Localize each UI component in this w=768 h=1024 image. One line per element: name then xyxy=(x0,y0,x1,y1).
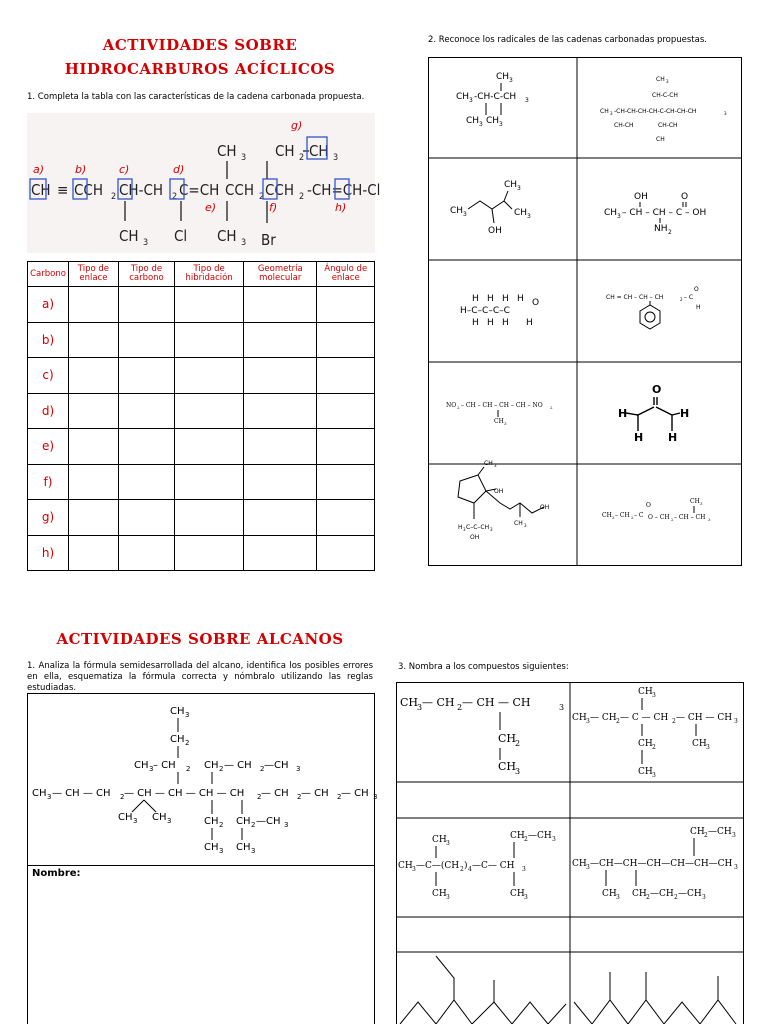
svg-text:3: 3 xyxy=(296,765,301,773)
svg-text:CH: CH xyxy=(450,206,464,216)
svg-text:H: H xyxy=(502,318,509,328)
svg-text:– C: – C xyxy=(634,512,644,519)
svg-text:CH: CH xyxy=(152,812,167,823)
svg-text:3: 3 xyxy=(463,211,467,218)
svg-text:CH = CH – CH – CH: CH = CH – CH – CH xyxy=(606,294,664,301)
svg-text:3: 3 xyxy=(524,523,527,528)
svg-text:3: 3 xyxy=(499,121,503,128)
radicals-grid xyxy=(428,57,742,566)
svg-text:-CH-C-CH: -CH-C-CH xyxy=(474,92,517,102)
svg-text:OH: OH xyxy=(470,534,480,541)
svg-text:3: 3 xyxy=(525,97,529,104)
svg-text:2: 2 xyxy=(457,703,463,712)
svg-text:CH: CH xyxy=(31,181,51,199)
svg-text:CCH: CCH xyxy=(225,181,255,199)
svg-text:3: 3 xyxy=(185,711,190,719)
chain-label-b: b) xyxy=(75,163,87,176)
svg-text:2: 2 xyxy=(646,894,650,901)
svg-text:CCH: CCH xyxy=(265,181,295,199)
svg-text:3: 3 xyxy=(219,847,224,855)
svg-text:3: 3 xyxy=(734,864,738,871)
alkane-formula-drawing xyxy=(28,694,378,864)
svg-text:CH: CH xyxy=(638,739,653,749)
svg-text:CH: CH xyxy=(498,732,517,745)
svg-text:3: 3 xyxy=(373,793,378,801)
svg-text:—CH—CH—CH—CH—CH—CH: —CH—CH—CH—CH—CH—CH xyxy=(590,859,733,869)
svg-text:2: 2 xyxy=(257,793,262,801)
svg-text:3: 3 xyxy=(527,213,531,220)
svg-text:-CH=CH-Cl: -CH=CH-Cl xyxy=(307,181,381,199)
svg-text:OH: OH xyxy=(634,192,648,202)
svg-text:— CH — CH: — CH — CH xyxy=(52,788,111,799)
svg-text:3: 3 xyxy=(617,213,621,220)
svg-text:2: 2 xyxy=(457,405,460,410)
svg-text:3: 3 xyxy=(652,692,656,699)
svg-text:CH: CH xyxy=(217,227,237,245)
svg-text:— CH — CH: — CH — CH xyxy=(676,713,733,723)
svg-text:CH: CH xyxy=(496,72,510,82)
title-hydrocarbons-line2: HIDROCARBUROS ACÍCLICOS xyxy=(64,60,336,78)
svg-text:2: 2 xyxy=(671,517,674,522)
svg-text:O: O xyxy=(652,383,662,396)
svg-text:3: 3 xyxy=(463,527,466,532)
svg-text:CH-CH: CH-CH xyxy=(614,122,634,129)
svg-text:CH: CH xyxy=(604,208,618,218)
svg-text:H: H xyxy=(458,524,463,531)
svg-text:CH: CH xyxy=(398,861,413,871)
svg-text:CH: CH xyxy=(602,512,612,519)
header-tipo-enlace: Tipo de enlace xyxy=(69,262,119,287)
svg-text:CH: CH xyxy=(656,136,665,143)
svg-text:– CH – CH – CH – CH – NO: – CH – CH – CH – CH – NO xyxy=(461,402,543,409)
compounds-grid-drawing xyxy=(396,682,744,1024)
svg-text:2: 2 xyxy=(524,836,528,843)
svg-text:— CH — CH — CH — CH: — CH — CH — CH — CH xyxy=(124,788,245,799)
svg-text:2: 2 xyxy=(550,405,553,410)
svg-text:3: 3 xyxy=(522,866,526,873)
svg-text:): ) xyxy=(464,861,468,871)
svg-text:– CH: – CH xyxy=(153,760,176,771)
svg-text:—CH: —CH xyxy=(708,827,732,837)
svg-text:NH: NH xyxy=(654,224,668,234)
svg-text:3: 3 xyxy=(515,767,521,776)
svg-text:Cl: Cl xyxy=(174,227,188,245)
svg-text:3: 3 xyxy=(333,153,339,163)
svg-text:CH: CH xyxy=(510,889,525,899)
svg-text:OH: OH xyxy=(494,488,504,495)
table-row xyxy=(28,393,375,429)
svg-text:CH: CH xyxy=(504,180,518,190)
svg-text:3: 3 xyxy=(479,121,483,128)
svg-text:CH: CH xyxy=(690,498,700,505)
svg-text:CH: CH xyxy=(275,142,295,160)
svg-text:H: H xyxy=(680,407,690,420)
row-label: g) xyxy=(28,500,69,536)
svg-text:3: 3 xyxy=(469,97,473,104)
svg-text:O: O xyxy=(694,286,699,293)
svg-text:3: 3 xyxy=(708,517,711,522)
svg-text:2: 2 xyxy=(515,739,521,748)
svg-text:2: 2 xyxy=(172,192,178,202)
svg-text:3: 3 xyxy=(616,894,620,901)
svg-text:CH: CH xyxy=(170,734,185,745)
svg-text:3: 3 xyxy=(559,703,565,712)
svg-text:CH: CH xyxy=(602,889,617,899)
svg-text:3: 3 xyxy=(47,793,52,801)
svg-text:2: 2 xyxy=(460,866,464,873)
svg-text:— CH: — CH xyxy=(422,696,455,709)
svg-text:H: H xyxy=(472,294,479,304)
svg-text:3: 3 xyxy=(417,703,423,712)
svg-text:2: 2 xyxy=(260,765,265,773)
svg-text:CH: CH xyxy=(486,116,500,126)
svg-text:2: 2 xyxy=(674,894,678,901)
radicals-grid-lines xyxy=(428,57,742,566)
instruction-alkane: 1. Analiza la fórmula semidesarrollada del alcano, identifica los posibles errores en ella, esquematiza la fórmula correcta y nómbralo utilizando las reglas estudiadas. xyxy=(27,661,373,693)
svg-text:CH: CH xyxy=(236,842,251,853)
svg-text:3: 3 xyxy=(610,111,613,116)
instruction-name-compounds: 3. Nombra a los compuestos siguientes: xyxy=(398,662,569,672)
chain-label-h: h) xyxy=(335,201,347,214)
svg-text:—C—(CH: —C—(CH xyxy=(416,861,460,871)
svg-text:— CH — CH: — CH — CH xyxy=(462,696,531,709)
svg-text:3: 3 xyxy=(734,718,738,725)
row-label: c) xyxy=(28,358,69,394)
svg-text:—CH: —CH xyxy=(264,760,289,771)
svg-text:3: 3 xyxy=(241,153,247,163)
svg-text:CH: CH xyxy=(204,842,219,853)
svg-text:– CH: – CH xyxy=(615,512,630,519)
svg-text:3: 3 xyxy=(490,527,493,532)
svg-text:3: 3 xyxy=(666,79,669,84)
svg-text:2: 2 xyxy=(299,192,305,202)
svg-text:CH: CH xyxy=(656,76,665,83)
svg-text:—CH: —CH xyxy=(678,889,702,899)
svg-text:CH: CH xyxy=(690,827,705,837)
svg-text:C=CH: C=CH xyxy=(179,181,220,199)
table-row xyxy=(28,535,375,571)
svg-text:CH: CH xyxy=(170,706,185,717)
svg-text:CH: CH xyxy=(498,760,517,773)
svg-text:3: 3 xyxy=(612,515,615,520)
svg-text:OH: OH xyxy=(540,504,550,511)
header-tipo-hibridacion: Tipo de hibridación xyxy=(175,262,244,287)
svg-text:CH: CH xyxy=(466,116,480,126)
svg-text:H: H xyxy=(487,318,494,328)
svg-text:3: 3 xyxy=(412,866,416,873)
svg-text:3: 3 xyxy=(700,501,703,506)
svg-text:H: H xyxy=(696,304,701,311)
svg-text:CH: CH xyxy=(484,460,493,467)
svg-text:CH: CH xyxy=(204,760,219,771)
table-row xyxy=(28,429,375,465)
svg-text:– CH – CH – C – OH: – CH – CH – C – OH xyxy=(622,208,707,218)
svg-text:3: 3 xyxy=(446,894,450,901)
svg-text:2: 2 xyxy=(680,297,683,302)
svg-text:-CH-CH-CH-CH-C-CH-CH-CH: -CH-CH-CH-CH-C-CH-CH-CH xyxy=(614,108,697,115)
row-label: e) xyxy=(28,429,69,465)
table-row xyxy=(28,464,375,500)
row-label: a) xyxy=(28,287,69,323)
svg-text:3: 3 xyxy=(167,817,172,825)
svg-text:— CH: — CH xyxy=(301,788,329,799)
svg-text:2: 2 xyxy=(185,739,190,747)
svg-text:CH: CH xyxy=(692,739,707,749)
svg-text:2: 2 xyxy=(219,765,224,773)
svg-text:2: 2 xyxy=(259,192,265,202)
svg-text:2: 2 xyxy=(120,793,125,801)
svg-text:CH: CH xyxy=(600,108,609,115)
svg-text:— CH: — CH xyxy=(224,760,252,771)
svg-text:O: O xyxy=(646,502,651,509)
svg-text:2: 2 xyxy=(299,153,305,163)
svg-text:2: 2 xyxy=(672,718,676,725)
svg-text:O: O xyxy=(681,192,689,202)
svg-text:CCH: CCH xyxy=(74,181,104,199)
svg-text:3: 3 xyxy=(143,238,149,248)
svg-text:H: H xyxy=(526,318,533,328)
instruction-radicals: 2. Reconoce los radicales de las cadenas carbonadas propuestas. xyxy=(428,35,707,45)
svg-text:2: 2 xyxy=(337,793,342,801)
svg-text:3: 3 xyxy=(494,463,497,468)
row-label: d) xyxy=(28,393,69,429)
table-header-row xyxy=(28,262,375,287)
svg-text:CH: CH xyxy=(638,687,653,697)
chain-label-c: c) xyxy=(119,163,130,176)
svg-text:CH: CH xyxy=(118,812,133,823)
svg-text:Br: Br xyxy=(261,231,276,249)
svg-text:— CH: — CH xyxy=(590,713,617,723)
svg-text:CH: CH xyxy=(494,418,504,425)
name-label: Nombre: xyxy=(32,868,81,879)
svg-text:3: 3 xyxy=(241,238,247,248)
svg-text:CH: CH xyxy=(217,142,237,160)
svg-text:3: 3 xyxy=(552,836,556,843)
svg-text:H: H xyxy=(487,294,494,304)
carbon-chain-drawing xyxy=(27,113,381,253)
svg-text:NO: NO xyxy=(446,402,457,409)
svg-text:— CH: — CH xyxy=(261,788,289,799)
svg-text:CH: CH xyxy=(456,92,470,102)
svg-text:CH-CH: CH-CH xyxy=(119,181,164,199)
svg-text:3: 3 xyxy=(724,111,727,116)
svg-text:H: H xyxy=(668,431,678,444)
svg-text:CH: CH xyxy=(632,889,647,899)
carbon-chain-figure xyxy=(27,113,381,253)
svg-text:CH: CH xyxy=(572,713,587,723)
svg-text:3: 3 xyxy=(732,832,736,839)
chain-label-e: e) xyxy=(205,201,217,214)
chain-label-d: d) xyxy=(173,163,185,176)
svg-text:3: 3 xyxy=(586,864,590,871)
svg-text:CH: CH xyxy=(514,208,528,218)
title-alkanes: ACTIVIDADES SOBRE ALCANOS xyxy=(56,630,344,648)
header-tipo-carbono: Tipo de carbono xyxy=(118,262,174,287)
svg-text:—C— CH: —C— CH xyxy=(472,861,515,871)
svg-text:CH: CH xyxy=(514,520,523,527)
row-label: h) xyxy=(28,535,69,571)
svg-text:— C — CH: — C — CH xyxy=(620,713,669,723)
header-carbono: Carbono xyxy=(28,262,69,287)
svg-text:CH: CH xyxy=(432,889,447,899)
svg-text:H: H xyxy=(472,318,479,328)
svg-text:O: O xyxy=(532,298,540,308)
svg-text:2: 2 xyxy=(219,821,224,829)
instruction-table: 1. Completa la tabla con las características de la cadena carbonada propuesta. xyxy=(27,92,365,102)
svg-text:2: 2 xyxy=(111,192,117,202)
svg-text:2: 2 xyxy=(186,765,191,773)
svg-text:CH: CH xyxy=(134,760,149,771)
svg-text:3: 3 xyxy=(702,894,706,901)
svg-text:3: 3 xyxy=(524,894,528,901)
svg-text:H: H xyxy=(517,294,524,304)
svg-text:– C: – C xyxy=(684,294,694,301)
svg-text:CH-CH: CH-CH xyxy=(658,122,678,129)
chain-label-g: g) xyxy=(291,119,303,132)
svg-text:≡: ≡ xyxy=(57,181,69,199)
svg-text:3: 3 xyxy=(706,744,710,751)
svg-text:2: 2 xyxy=(616,718,620,725)
svg-text:3: 3 xyxy=(517,185,521,192)
svg-text:3: 3 xyxy=(504,421,507,426)
svg-text:—CH: —CH xyxy=(528,831,552,841)
header-angulo: Ángulo de enlace xyxy=(317,262,375,287)
svg-text:3: 3 xyxy=(133,817,138,825)
svg-text:H: H xyxy=(618,407,628,420)
svg-text:H–C–C–C–C: H–C–C–C–C xyxy=(460,306,510,316)
svg-text:CH: CH xyxy=(432,835,447,845)
svg-text:– CH – CH: – CH – CH xyxy=(674,514,706,521)
svg-text:2: 2 xyxy=(652,744,656,751)
table-row xyxy=(28,358,375,394)
svg-text:3: 3 xyxy=(284,821,289,829)
alkane-formula-box xyxy=(27,693,378,1024)
svg-text:3: 3 xyxy=(149,765,154,773)
svg-text:CH: CH xyxy=(572,859,587,869)
header-geometria: Geometría molecular xyxy=(244,262,317,287)
svg-text:O – CH: O – CH xyxy=(648,514,670,521)
svg-text:2: 2 xyxy=(704,832,708,839)
svg-text:2: 2 xyxy=(251,821,256,829)
table-row xyxy=(28,500,375,536)
svg-text:— CH: — CH xyxy=(341,788,369,799)
svg-text:H: H xyxy=(502,294,509,304)
table-row xyxy=(28,322,375,358)
characteristics-table xyxy=(27,261,375,571)
svg-text:CH-C-CH: CH-C-CH xyxy=(652,92,678,99)
svg-text:3: 3 xyxy=(509,77,513,84)
svg-text:3: 3 xyxy=(251,847,256,855)
svg-text:CH: CH xyxy=(236,816,251,827)
svg-text:CH: CH xyxy=(309,142,329,160)
chain-label-f: f) xyxy=(269,201,278,214)
svg-text:2: 2 xyxy=(297,793,302,801)
svg-text:—CH: —CH xyxy=(650,889,674,899)
svg-text:C–C–CH: C–C–CH xyxy=(466,524,490,531)
svg-text:CH: CH xyxy=(638,767,653,777)
table-row xyxy=(28,287,375,323)
row-label: b) xyxy=(28,322,69,358)
svg-text:3: 3 xyxy=(446,840,450,847)
row-label: f) xyxy=(28,464,69,500)
svg-text:2: 2 xyxy=(668,229,672,236)
svg-text:2: 2 xyxy=(631,515,634,520)
svg-text:3: 3 xyxy=(586,718,590,725)
title-hydrocarbons-line1: ACTIVIDADES SOBRE xyxy=(102,36,298,54)
svg-text:4: 4 xyxy=(468,866,472,873)
svg-text:CH: CH xyxy=(32,788,47,799)
svg-text:CH: CH xyxy=(119,227,139,245)
svg-text:—CH: —CH xyxy=(256,816,281,827)
svg-text:CH: CH xyxy=(510,831,525,841)
svg-text:H: H xyxy=(634,431,644,444)
svg-text:CH: CH xyxy=(400,696,419,709)
compounds-grid xyxy=(396,682,744,1024)
svg-text:OH: OH xyxy=(488,226,502,236)
chain-label-a: a) xyxy=(33,163,45,176)
svg-text:3: 3 xyxy=(652,772,656,779)
svg-text:CH: CH xyxy=(204,816,219,827)
